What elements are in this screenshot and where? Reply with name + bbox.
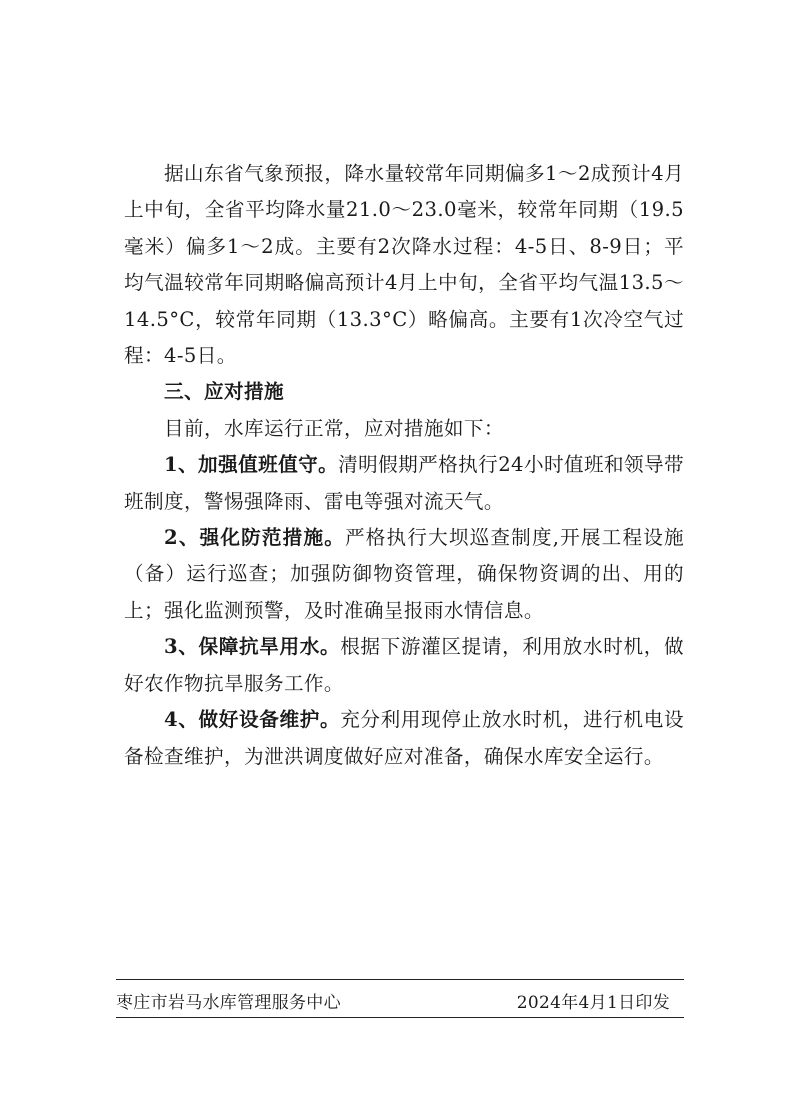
measure-title: 3、保障抗旱用水。 [164,635,341,659]
issuing-organization: 枣庄市岩马水库管理服务中心 [116,992,341,1013]
measure-text: 充分利用现停止放水时机，进行机电设备检查维护，为泄洪调度做好应对准备，确保水库安全运行。 [124,708,684,768]
measure-item-2 [124,520,684,629]
section-heading: 三、应对措施 [164,380,284,404]
measures-intro: 目前，水库运行正常，应对措施如下： [164,416,504,440]
measure-text: 清明假期严格执行24小时值班和领导带班制度，警惕强降雨、雷电等强对流天气。 [124,453,684,513]
measure-item-4 [124,702,684,775]
measure-text: 根据下游灌区提请，利用放水时机，做好农作物抗旱服务工作。 [124,635,684,695]
footer-top-divider [116,979,684,980]
measure-title: 1、加强值班值守。 [164,453,339,477]
document-footer [116,984,684,1016]
measure-title: 2、强化防范措施。 [164,526,345,550]
measure-text: 严格执行大坝巡查制度,开展工程设施（备）运行巡查；加强防御物资管理，确保物资调的出、用的上；强化监测预警，及时准确呈报雨水情信息。 [124,526,684,622]
measure-title: 4、做好设备维护。 [164,708,341,732]
issue-date: 2024年4月1日印发 [516,992,670,1013]
document-body [124,156,684,775]
weather-forecast-paragraph: 据山东省气象预报，降水量较常年同期偏多1～2成预计4月上中旬，全省平均降水量21.0～23.0毫米，较常年同期（19.5毫米）偏多1～2成。主要有2次降水过程：4-5日、8-9日；平均气温较常年同期略偏高预计4月上中旬，全省平均气温13.5～14.5°C，较常年同期（13.3°C）略偏高。主要有1次冷空气过程：4-5日。 [124,162,684,368]
measure-item-3 [124,629,684,702]
footer-bottom-divider [116,1017,684,1018]
measure-item-1 [124,447,684,520]
